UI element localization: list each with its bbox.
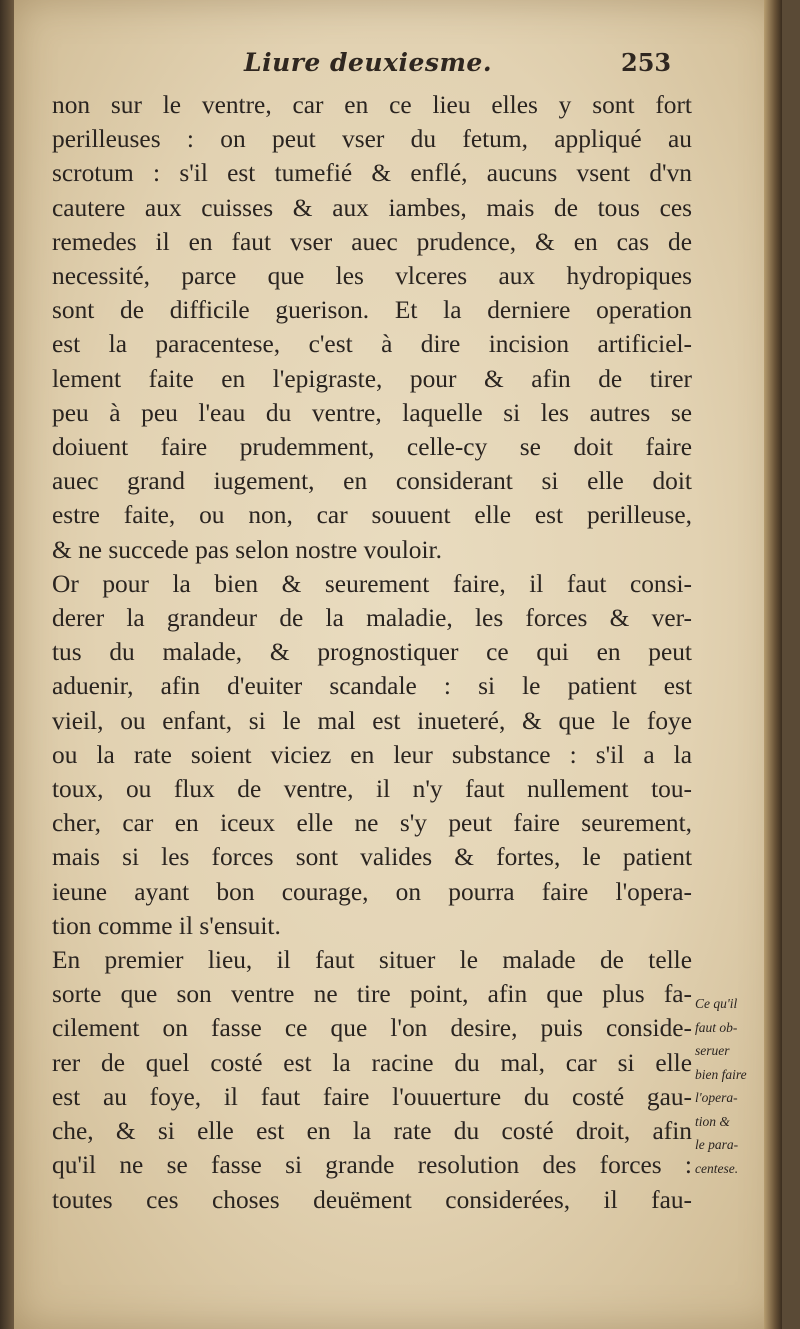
marginal-note-line: Ce qu'il	[695, 996, 738, 1011]
text-line: ou la rate soient viciez en leur substance : s'il a la	[52, 740, 692, 769]
text-line: remedes il en faut vser auec prudence, & en cas de	[52, 227, 692, 256]
book-page	[14, 0, 782, 1329]
text-line: mais si les forces sont valides & fortes, le patient	[52, 843, 692, 872]
marginal-note-line: centese.	[695, 1160, 739, 1176]
text-line: sont de difficile guerison. Et la derniere operation	[52, 296, 692, 325]
text-line: sorte que son ventre ne tire point, afin que plus fa-	[52, 980, 692, 1009]
text-line: peu à peu l'eau du ventre, laquelle si les autres se	[52, 398, 692, 427]
text-line: cher, car en iceux elle ne s'y peut faire seurement,	[52, 809, 692, 838]
text-line: doiuent faire prudemment, celle-cy se doit faire	[52, 433, 692, 462]
text-line: cilement on fasse ce que l'on desire, puis conside-	[52, 1014, 692, 1043]
text-line: toux, ou flux de ventre, il n'y faut nullement tou-	[52, 775, 692, 804]
text-line: cautere aux cuisses & aux iambes, mais de tous ces	[52, 193, 692, 222]
marginal-note-line: bien faire	[695, 1066, 747, 1082]
page-number: 253	[621, 48, 672, 77]
text-line: auec grand iugement, en considerant si elle doit	[52, 467, 692, 496]
text-line: tion comme il s'ensuit.	[52, 911, 281, 940]
text-line: est au foye, il faut faire l'ouuerture du costé gau-	[52, 1082, 692, 1111]
text-line: est la paracentese, c'est à dire incision artificiel-	[52, 330, 692, 359]
marginal-note-line: tion &	[695, 1113, 730, 1129]
text-line: En premier lieu, il faut situer le malade de telle	[52, 946, 692, 975]
body-text	[52, 88, 692, 1217]
marginal-note-line: faut ob-	[695, 1019, 738, 1035]
text-line: scrotum : s'il est tumefié & enflé, aucuns vsent d'vn	[52, 159, 692, 188]
running-head: Liure deuxiesme.	[244, 48, 493, 77]
book-gutter	[0, 0, 14, 1329]
text-line: che, & si elle est en la rate du costé droit, afin	[52, 1117, 692, 1146]
text-line: non sur le ventre, car en ce lieu elles y sont fort	[52, 91, 692, 119]
text-line: toutes ces choses deuëment considerées, il fau-	[52, 1185, 692, 1214]
text-line: ieune ayant bon courage, on pourra faire l'opera-	[52, 877, 692, 906]
text-line: Or pour la bien & seurement faire, il faut consi-	[52, 569, 692, 598]
text-line: aduenir, afin d'euiter scandale : si le patient est	[52, 672, 692, 701]
text-line: & ne succede pas selon nostre vouloir.	[52, 535, 442, 564]
marginal-note-line: l'opera-	[695, 1090, 738, 1105]
marginal-note-line: seruer	[695, 1043, 730, 1058]
text-line: lement faite en l'epigraste, pour & afin de tirer	[52, 364, 692, 393]
text-line: necessité, parce que les vlceres aux hydropiques	[52, 262, 692, 291]
text-line: derer la grandeur de la maladie, les forces & ver-	[52, 604, 692, 633]
marginal-note	[695, 992, 783, 1180]
text-line: tus du malade, & prognostiquer ce qui en peut	[52, 638, 692, 667]
marginal-note-line: le para-	[695, 1137, 739, 1152]
text-line: estre faite, ou non, car souuent elle est perilleuse,	[52, 501, 692, 530]
text-line: qu'il ne se fasse si grande resolution des forces :	[52, 1151, 692, 1180]
text-line: rer de quel costé est la racine du mal, car si elle	[52, 1048, 692, 1077]
text-line: vieil, ou enfant, si le mal est inueteré, & que le foye	[52, 706, 692, 735]
text-line: perilleuses : on peut vser du fetum, appliqué au	[52, 125, 692, 154]
